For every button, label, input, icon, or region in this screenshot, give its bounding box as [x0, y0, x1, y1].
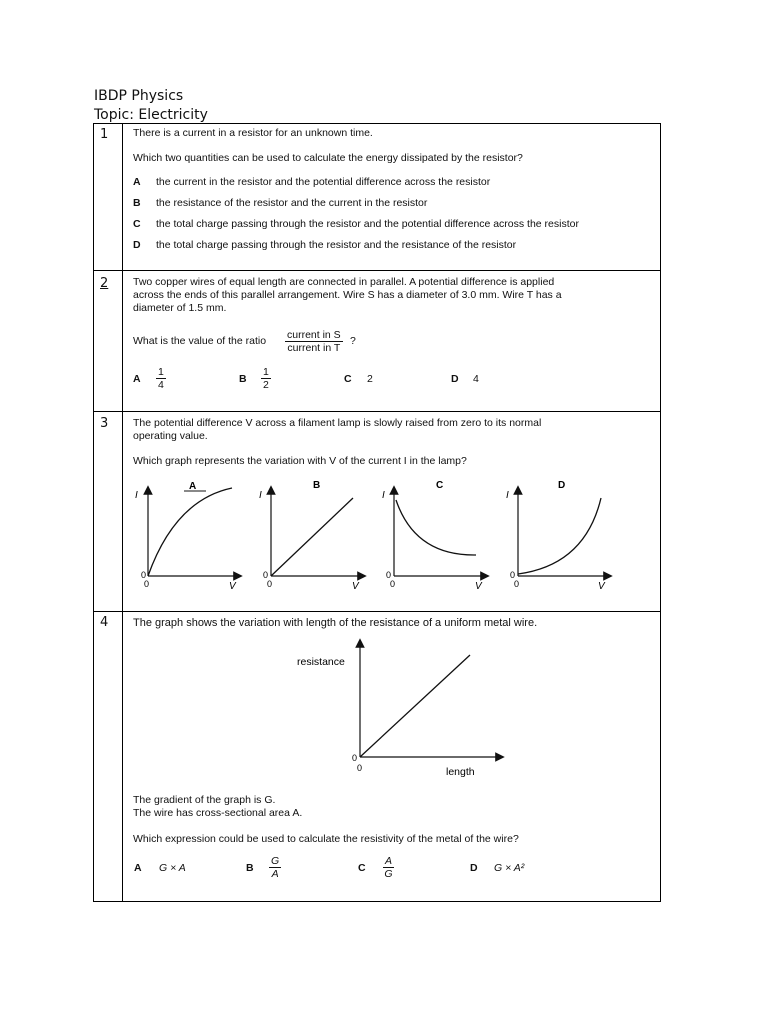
x-axis-label: length [446, 766, 475, 778]
option-text: the resistance of the resistor and the current in the resistor [156, 197, 428, 209]
option-letter: B [246, 862, 254, 874]
header-topic: Topic: Electricity [94, 107, 208, 123]
option-text: 2 [367, 373, 373, 385]
question-text: Which graph represents the variation with V of the current I in the lamp? [133, 455, 467, 467]
option-fraction [269, 855, 281, 880]
x-axis-label: V [352, 581, 359, 592]
ratio-denominator: current in T [287, 342, 341, 354]
fraction-denominator: 4 [158, 379, 164, 391]
option-fraction [383, 855, 394, 880]
graph-label: C [436, 480, 444, 491]
fraction-numerator: A [385, 855, 393, 867]
origin-label: 0 [510, 570, 516, 580]
question-stem: There is a current in a resistor for an unknown time. [133, 127, 373, 139]
fraction-numerator: 1 [158, 366, 164, 378]
option-letter: A [134, 862, 142, 874]
curve-b [271, 498, 353, 576]
option-letter: C [344, 373, 352, 385]
origin-label: 0 [263, 570, 269, 580]
fraction-numerator: G [271, 855, 280, 867]
option-letter: D [470, 862, 478, 874]
x-axis-label: V [475, 581, 482, 592]
option-letter: D [451, 373, 459, 385]
option-letter: C [358, 862, 366, 874]
origin-label: 0 [514, 579, 520, 589]
graph-label: A [189, 481, 197, 492]
option-text: 4 [473, 373, 479, 385]
y-axis-label: I [135, 490, 138, 501]
question-stem-line: Two copper wires of equal length are connected in parallel. A potential difference is applied [133, 276, 555, 288]
question-text: Which expression could be used to calculate the resistivity of the metal of the wire? [133, 833, 519, 845]
question-stem-line: operating value. [133, 430, 208, 442]
option-text: the total charge passing through the resistor and the resistance of the resistor [156, 239, 517, 251]
option-text: G × A [159, 862, 186, 874]
y-axis-label: resistance [297, 656, 345, 668]
origin-label: 0 [144, 579, 150, 589]
graph-c [382, 480, 485, 592]
question-text: What is the value of the ratio [133, 335, 267, 347]
info-line: The gradient of the graph is G. [133, 794, 276, 806]
fraction-denominator: G [384, 868, 393, 880]
question-text: Which two quantities can be used to calculate the energy dissipated by the resistor? [133, 152, 523, 164]
option-letter: B [133, 197, 141, 209]
curve-c [396, 500, 476, 555]
question-stem-line: The potential difference V across a filament lamp is slowly raised from zero to its normal [133, 417, 542, 429]
origin-label: 0 [386, 570, 392, 580]
question-number: 4 [100, 615, 109, 630]
graph-label: B [313, 480, 321, 491]
info-line: The wire has cross-sectional area A. [133, 807, 303, 819]
fraction-denominator: A [271, 868, 279, 880]
option-letter: D [133, 239, 141, 251]
origin-label: 0 [357, 763, 363, 773]
graph-b [259, 480, 362, 592]
origin-label: 0 [352, 753, 358, 763]
y-axis-label: I [506, 490, 509, 501]
option-text: the current in the resistor and the potential difference across the resistor [156, 176, 491, 188]
fraction-numerator: 1 [263, 366, 269, 378]
question-number: 3 [100, 416, 109, 431]
x-axis-label: V [598, 581, 605, 592]
question-stem: The graph shows the variation with length of the resistance of a uniform metal wire. [133, 617, 538, 629]
option-text: the total charge passing through the resistor and the potential difference across the resistor [156, 218, 579, 230]
option-letter: C [133, 218, 141, 230]
question-stem-line: across the ends of this parallel arrangement. Wire S has a diameter of 3.0 mm. Wire T has a [133, 289, 562, 301]
origin-label: 0 [267, 579, 273, 589]
origin-label: 0 [390, 579, 396, 589]
option-letter: B [239, 373, 247, 385]
fraction-denominator: 2 [263, 379, 269, 391]
x-axis-label: V [229, 581, 236, 592]
question-number: 1 [100, 127, 109, 142]
resistance-line [360, 655, 470, 757]
y-axis-label: I [382, 490, 385, 501]
question-suffix: ? [350, 335, 356, 347]
curve-d [518, 498, 601, 574]
question-stem-line: diameter of 1.5 mm. [133, 302, 227, 314]
option-text: G × A² [494, 862, 525, 874]
y-axis-label: I [259, 490, 262, 501]
graph-label: D [558, 480, 566, 491]
option-letter: A [133, 176, 141, 188]
ratio-numerator: current in S [287, 329, 341, 341]
question-number: 2 [100, 276, 109, 291]
header-subject: IBDP Physics [94, 88, 184, 104]
option-letter: A [133, 373, 141, 385]
curve-a [148, 488, 232, 576]
origin-label: 0 [141, 570, 147, 580]
graph-a [135, 481, 238, 592]
graph-d [506, 480, 608, 592]
resistance-length-graph [297, 643, 500, 778]
